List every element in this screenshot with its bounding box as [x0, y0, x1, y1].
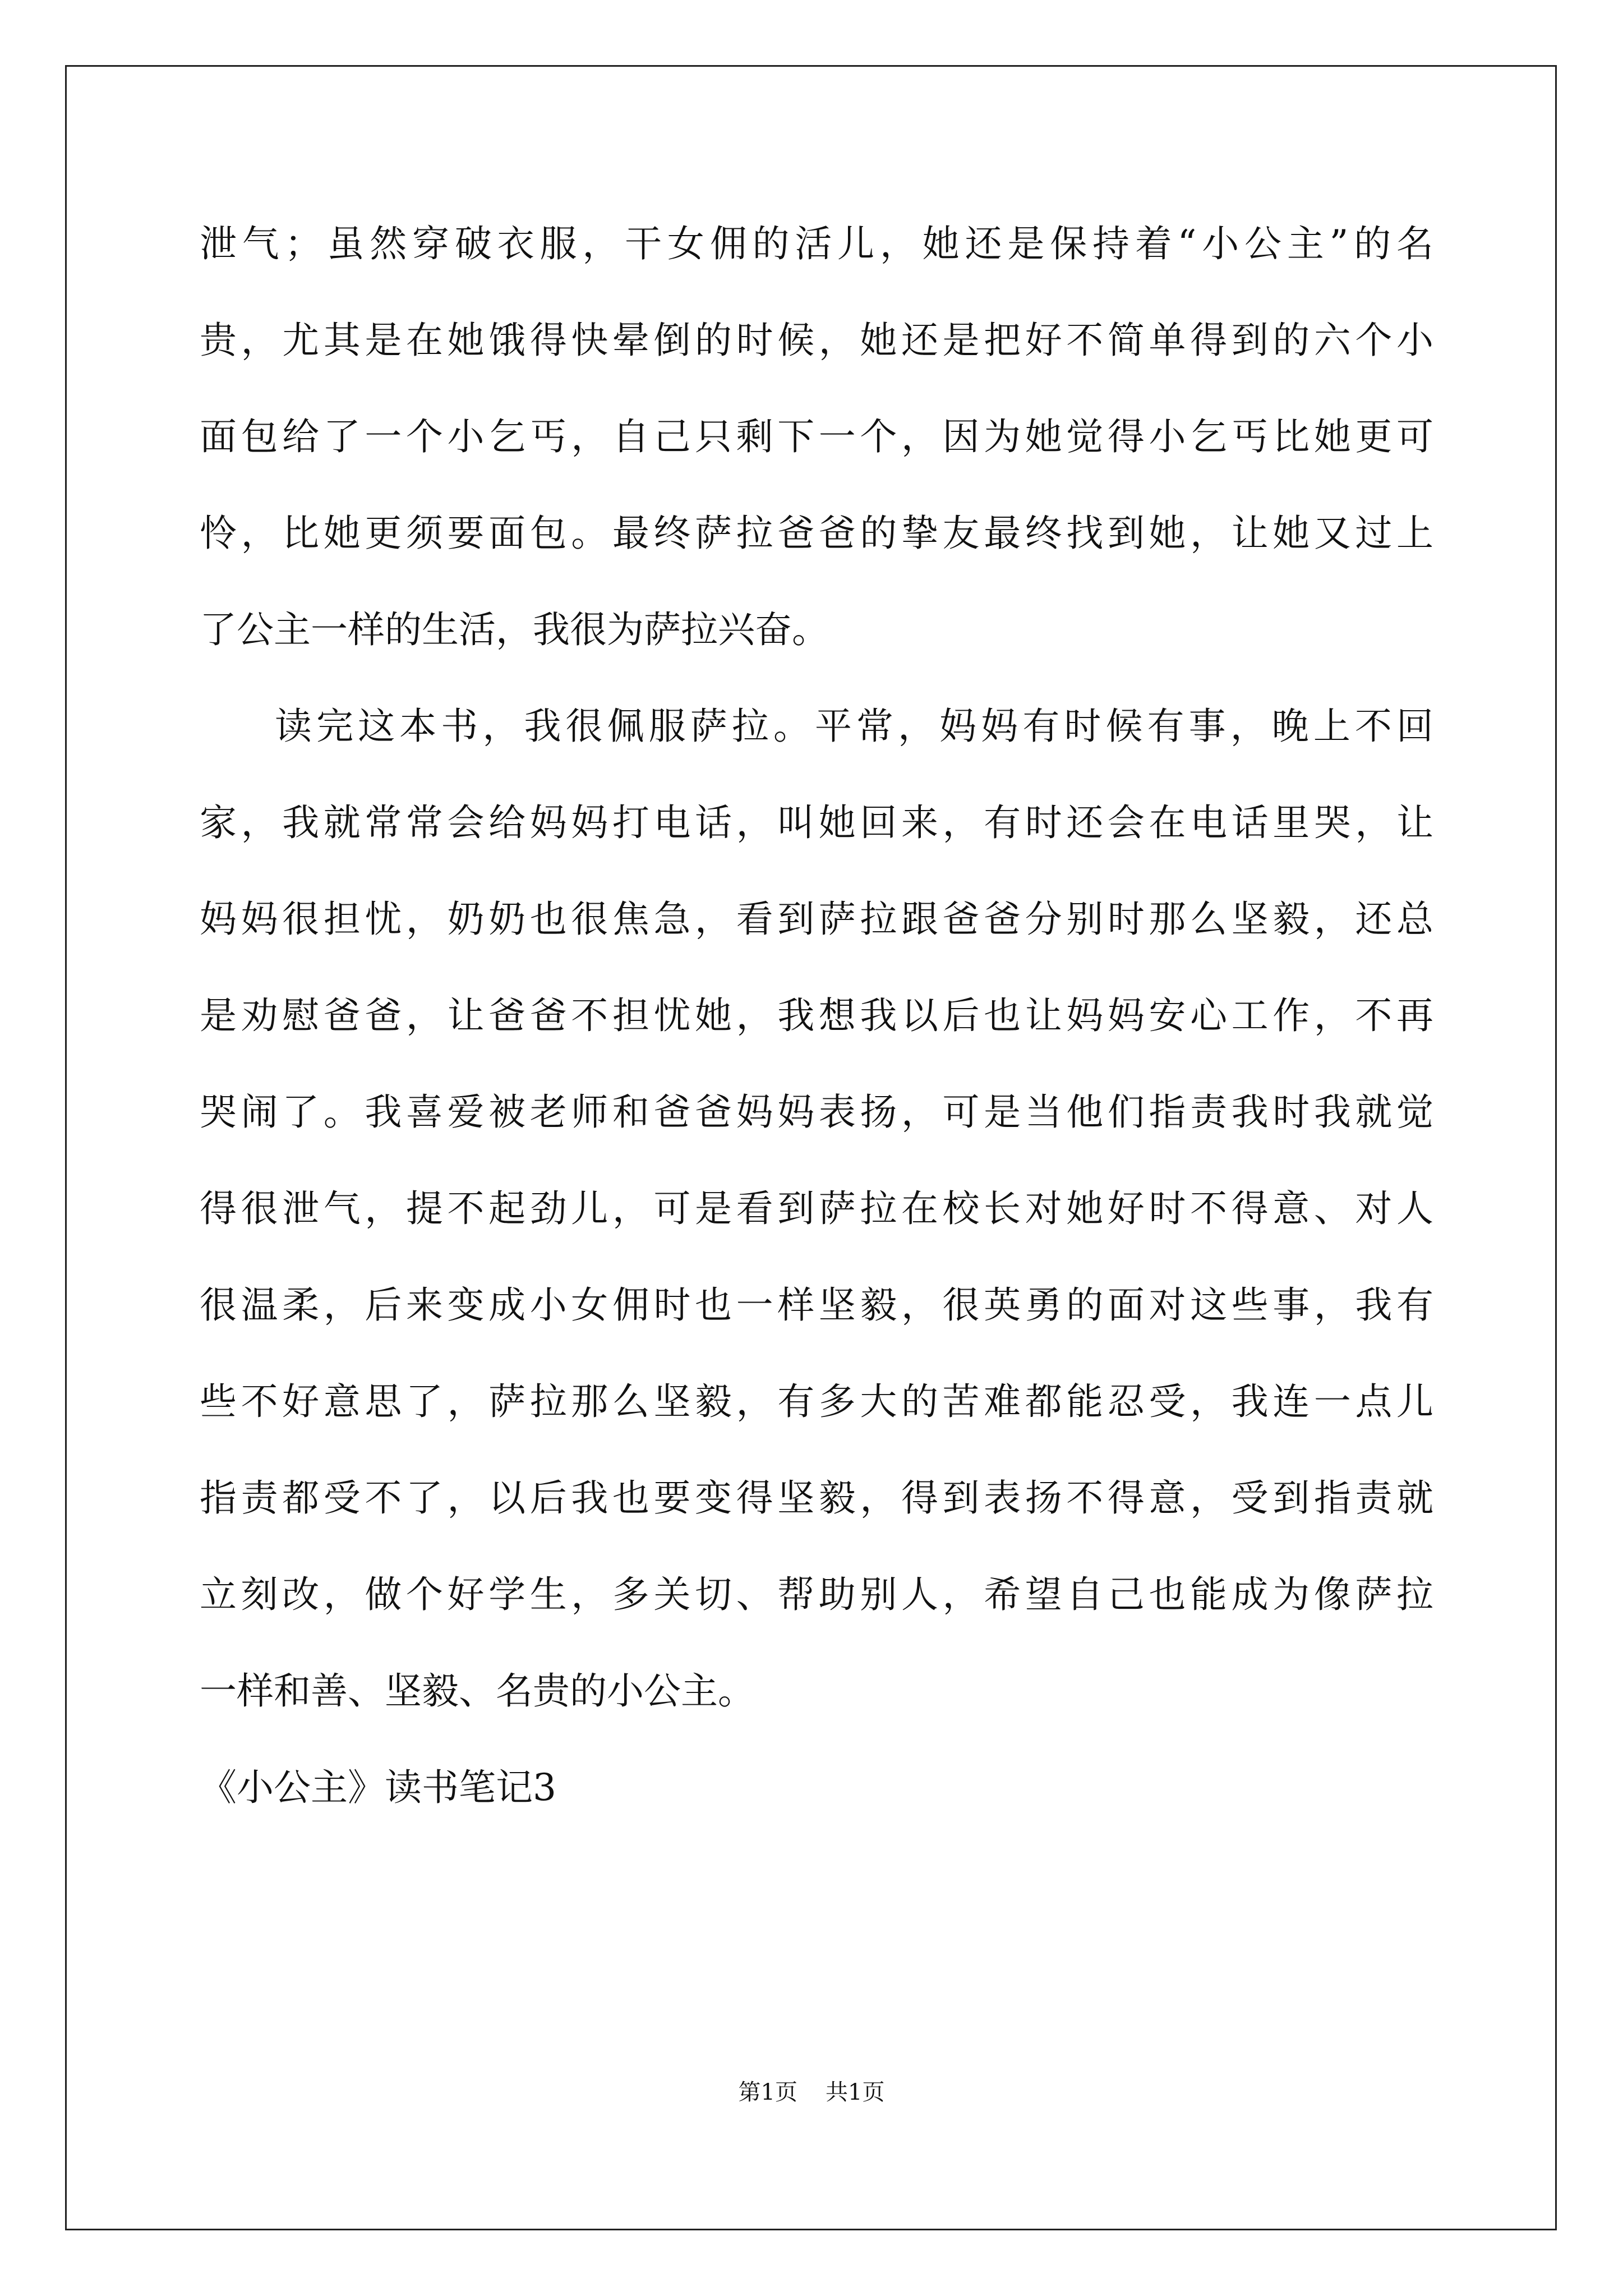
text-line: 泄气；虽然穿破衣服，干女佣的活儿，她还是保持着“小公主”的名: [200, 222, 1433, 265]
text-line: 些不好意思了，萨拉那么坚毅，有多大的苦难都能忍受，我连一点儿: [200, 1380, 1433, 1423]
text-line: 了公主一样的生活，我很为萨拉兴奋。: [200, 608, 829, 651]
document-body: [200, 216, 1433, 1816]
text-line: 是劝慰爸爸，让爸爸不担忧她，我想我以后也让妈妈安心工作，不再: [200, 994, 1433, 1037]
text-line: 立刻改，做个好学生，多关切、帮助别人，希望自己也能成为像萨拉: [200, 1573, 1433, 1616]
text-line: 家，我就常常会给妈妈打电话，叫她回来，有时还会在电话里哭，让: [200, 801, 1433, 844]
text-line: 指责都受不了，以后我也要变得坚毅，得到表扬不得意，受到指责就: [200, 1476, 1433, 1520]
page-number-current: 第1页: [738, 2079, 797, 2105]
paragraph-2: [200, 698, 1433, 1719]
text-line: 很温柔，后来变成小女佣时也一样坚毅，很英勇的面对这些事，我有: [200, 1283, 1433, 1327]
text-line: 哭闹了。我喜爱被老师和爸爸妈妈表扬，可是当他们指责我时我就觉: [200, 1091, 1433, 1134]
section-heading: 《小公主》读书笔记3: [200, 1766, 556, 1809]
text-line: 贵，尤其是在她饿得快晕倒的时候，她还是把好不简单得到的六个小: [200, 319, 1433, 362]
text-line: 面包给了一个小乞丐，自己只剩下一个，因为她觉得小乞丐比她更可: [200, 415, 1433, 458]
text-line: 一样和善、坚毅、名贵的小公主。: [200, 1669, 755, 1713]
paragraph-1: [200, 216, 1433, 658]
page-number-total: 共1页: [826, 2079, 885, 2105]
page-footer: [0, 2076, 1623, 2109]
text-line: 怜，比她更须要面包。最终萨拉爸爸的挚友最终找到她，让她又过上: [200, 512, 1433, 555]
text-line: 得很泄气，提不起劲儿，可是看到萨拉在校长对她好时不得意、对人: [200, 1187, 1433, 1230]
text-line: 读完这本书，我很佩服萨拉。平常，妈妈有时候有事，晚上不回: [275, 705, 1433, 748]
text-line: 妈妈很担忧，奶奶也很焦急，看到萨拉跟爸爸分别时那么坚毅，还总: [200, 898, 1433, 941]
